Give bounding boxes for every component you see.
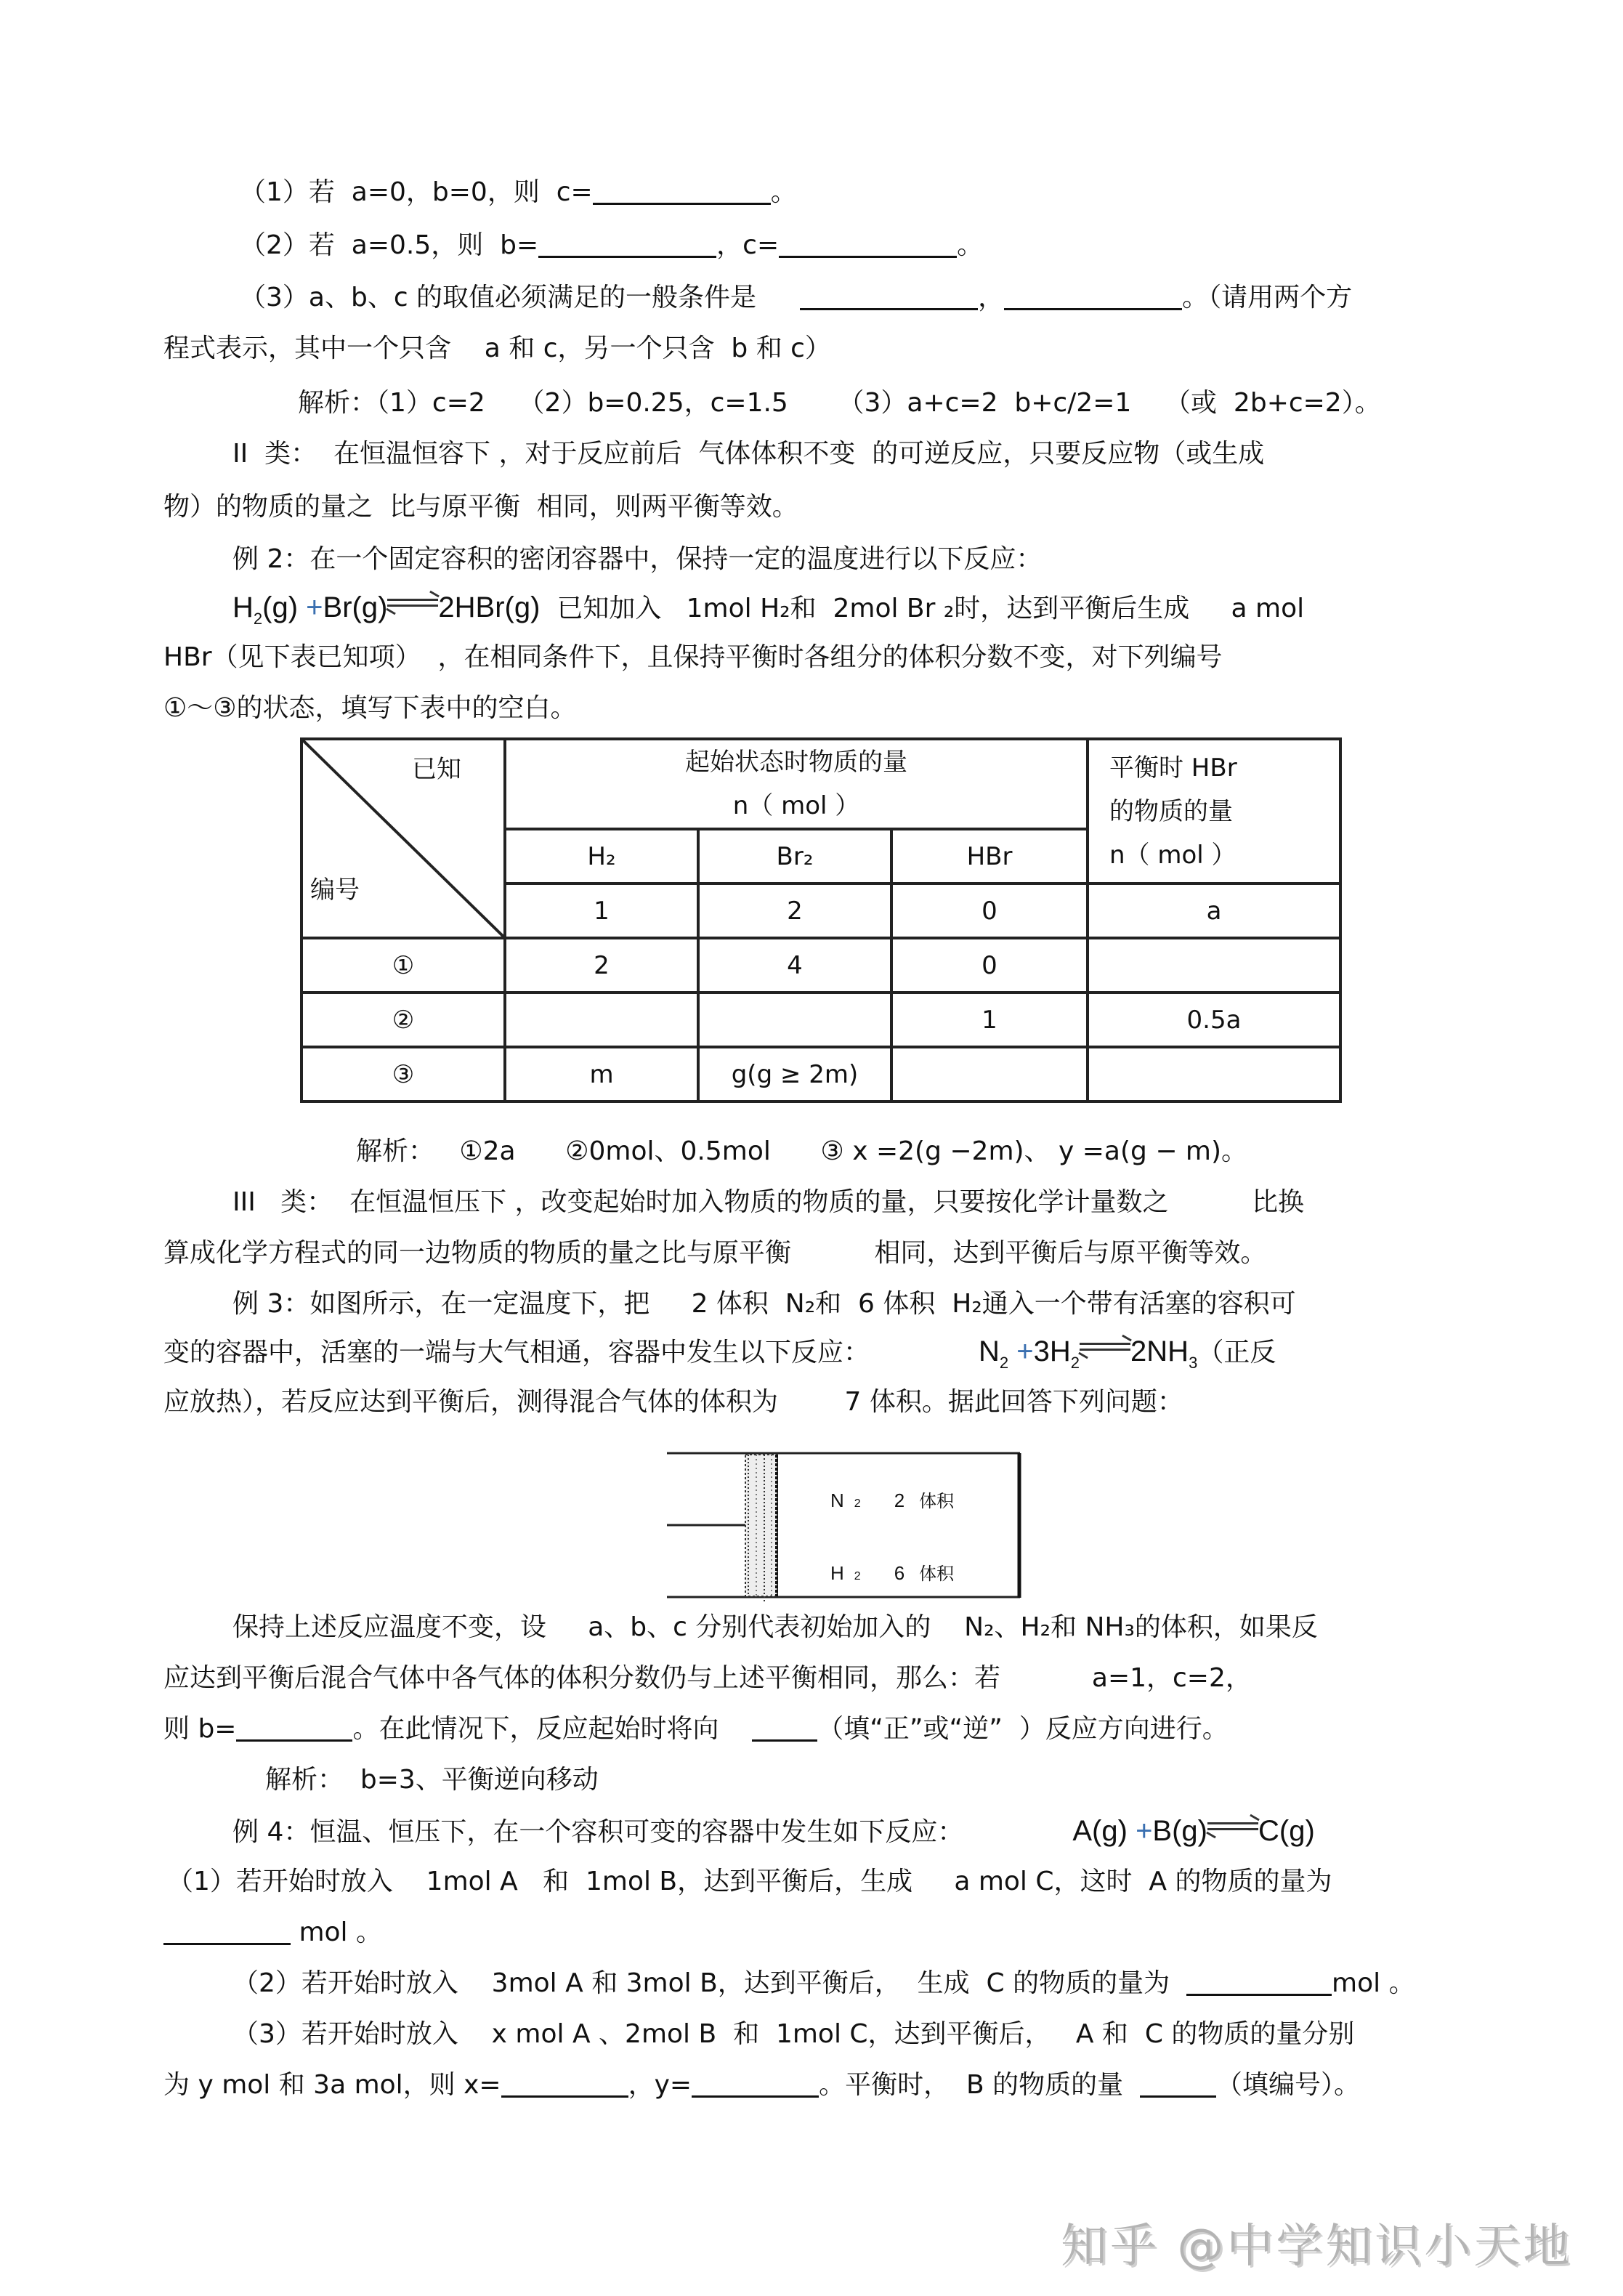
cell-known-hbr: 0 <box>891 884 1088 938</box>
example4-question-2 <box>232 1966 1415 2001</box>
example4-intro-line <box>232 1814 1315 1850</box>
answer-blank-c-amount[interactable] <box>1186 1972 1332 1996</box>
cell-br2[interactable] <box>698 993 891 1047</box>
example3-question-line3 <box>163 1712 1229 1747</box>
row-id: ② <box>301 993 505 1047</box>
example3-eq-after: （正反 <box>1197 1338 1276 1367</box>
analysis-part1: 解析：（1）c=2 （2）b=0.25，c=1.5 （3）a+c=2 b+c/2=1 （或 2b+c=2）。 <box>298 388 1381 418</box>
start-header-unit: n（ mol ） <box>732 791 860 820</box>
col-header-br2: Br₂ <box>698 829 891 884</box>
example2-line2: HBr（见下表已知项） ，在相同条件下，且保持平衡时各组分的体积分数不变，对下列编号 <box>163 642 1223 672</box>
eq-h: 3H <box>1033 1335 1071 1367</box>
eq-subscript: 3 <box>1189 1354 1198 1372</box>
cell-h2[interactable]: 2 <box>505 938 698 993</box>
answer-blank-y[interactable] <box>692 2074 819 2098</box>
question-3-line <box>240 280 1352 315</box>
example4-question-3: （3）若开始时放入 x mol A 、2mol B 和 1mol C，达到平衡后， A 和 C 的物质的量分别 <box>232 2019 1355 2049</box>
chemical-equation <box>979 1335 1198 1372</box>
answer-blank-b-choice[interactable] <box>1140 2074 1216 2098</box>
b-label: 则 b= <box>163 1714 237 1744</box>
question-2-text: （2）若 a=0.5，则 b= <box>240 230 539 260</box>
question-1-line <box>240 175 797 210</box>
col-header-hbr: HBr <box>891 829 1088 884</box>
class3-text-line1: III 类： 在恒温恒压下 ，改变起始时加入物质的物质的量，只要按化学计量数之 比换 <box>232 1187 1304 1217</box>
b-amount-prompt: 。平衡时， B 的物质的量 <box>819 2070 1140 2100</box>
example4-question-3-cont <box>163 2068 1360 2103</box>
plus-sign: + <box>1016 1335 1034 1367</box>
class2-text-line1: II 类： 在恒温恒容下 ，对于反应前后 气体体积不变 的可逆反应，只要反应物（或生成 <box>232 439 1265 469</box>
h2-label <box>830 1559 954 1585</box>
question-3-end: 。（请用两个方 <box>1182 283 1353 312</box>
eq-subscript: 2 <box>1070 1354 1080 1372</box>
y-label: ，y= <box>628 2070 692 2100</box>
answer-blank-x[interactable] <box>501 2074 628 2098</box>
eq-n: N <box>979 1335 1000 1367</box>
col-header-h2: H₂ <box>505 829 698 884</box>
table-row <box>301 938 1340 993</box>
n2-subscript: 2 <box>854 1497 861 1510</box>
eq-subscript: 2 <box>253 610 263 628</box>
start-amount-header <box>505 739 1088 829</box>
example3-line2-text: 变的容器中，活塞的一端与大气相通，容器中发生以下反应： <box>163 1338 870 1367</box>
example4-intro: 例 4：恒温、恒压下，在一个容积可变的容器中发生如下反应： <box>232 1817 964 1847</box>
analysis-example3: 解析： b=3、平衡逆向移动 <box>265 1765 599 1795</box>
cell-known-h2: 1 <box>505 884 698 938</box>
plus-sign: + <box>306 591 323 623</box>
comma: ， <box>978 283 1005 312</box>
answer-blank-direction[interactable] <box>752 1718 817 1742</box>
corner-label-known: 已知 <box>412 755 461 784</box>
example2-intro: 例 2：在一个固定容积的密闭容器中，保持一定的温度进行以下反应： <box>232 544 1043 574</box>
answer-blank-b[interactable] <box>236 1718 352 1742</box>
equilibrium-table <box>300 737 1342 1103</box>
example2-equation-line <box>232 590 1304 636</box>
cell-hbr[interactable] <box>891 1047 1088 1101</box>
answer-blank-a-amount[interactable] <box>163 1921 291 1945</box>
h2-symbol: H <box>830 1562 844 1584</box>
h2-volume: 6 <box>894 1562 905 1584</box>
chemical-equation <box>1072 1815 1314 1847</box>
eq-nh3: 2NH <box>1130 1335 1189 1367</box>
mol-unit: mol 。 <box>291 1917 382 1947</box>
direction-hint: （填“正”或“逆” ）反应方向进行。 <box>817 1714 1229 1744</box>
cell-eq[interactable] <box>1088 938 1340 993</box>
example2-given: 已知加入 1mol H₂和 2mol Br ₂时，达到平衡后生成 a mol <box>540 594 1305 623</box>
question-2-line <box>240 228 983 263</box>
example3-question-line1: 保持上述反应温度不变，设 a、b、c 分别代表初始加入的 N₂、H₂和 NH₃的体积，如果反 <box>232 1612 1318 1642</box>
plus-sign: + <box>1136 1815 1153 1847</box>
corner-label-number: 编号 <box>310 876 360 905</box>
answer-blank-c[interactable] <box>593 181 771 205</box>
equilibrium-arrow-icon <box>387 592 438 614</box>
piston-container-diagram <box>667 1449 1023 1603</box>
eq-b: B(g) <box>1152 1815 1207 1847</box>
diagonal-line <box>303 740 503 937</box>
equilibrium-arrow-icon <box>1207 1816 1258 1838</box>
cell-hbr[interactable]: 0 <box>891 938 1088 993</box>
question-3-continuation: 程式表示，其中一个只含 a 和 c，另一个只含 b 和 c） <box>163 334 831 363</box>
n2-symbol: N <box>830 1489 844 1511</box>
cell-hbr[interactable]: 1 <box>891 993 1088 1047</box>
period: 。 <box>957 230 984 260</box>
table-corner-cell <box>301 739 505 938</box>
table-row <box>301 993 1340 1047</box>
eq-header-line1: 平衡时 HBr <box>1109 753 1237 783</box>
n2-volume: 2 <box>894 1489 905 1511</box>
answer-blank-condition-2[interactable] <box>1004 286 1182 310</box>
eq-state: (g) <box>262 591 299 623</box>
eq-c: C(g) <box>1258 1815 1315 1847</box>
example4-question-2-text: （2）若开始时放入 3mol A 和 3mol B，达到平衡后， 生成 C 的物质的量为 <box>232 1968 1187 1998</box>
mol-unit: mol 。 <box>1332 1968 1415 1998</box>
period: 。 <box>770 177 797 207</box>
cell-eq[interactable] <box>1088 1047 1340 1101</box>
chemical-equation <box>232 591 541 628</box>
cell-br2[interactable]: g(g ≥ 2m) <box>698 1047 891 1101</box>
table-row <box>301 1047 1340 1101</box>
question-2-mid: ，c= <box>716 230 780 260</box>
n2-unit: 体积 <box>919 1492 955 1511</box>
example4-question-1: （1）若开始时放入 1mol A 和 1mol B，达到平衡后，生成 a mol C，这时 A 的物质的量为 <box>167 1867 1332 1896</box>
eq-subscript: 2 <box>999 1354 1009 1372</box>
analysis-example2: 解析： ①2a ②0mol、0.5mol ③ x =2(g −2m)、 y =a(g − m)。 <box>356 1136 1248 1166</box>
equilibrium-header <box>1088 739 1340 884</box>
example2-line3: ①～③的状态，填写下表中的空白。 <box>163 693 577 723</box>
answer-blank-c2[interactable] <box>779 234 957 258</box>
h2-unit: 体积 <box>919 1564 955 1584</box>
eq-header-line2: 的物质的量 <box>1109 796 1233 826</box>
class3-text-line2: 算成化学方程式的同一边物质的物质的量之比与原平衡 相同，达到平衡后与原平衡等效。 <box>163 1238 1267 1268</box>
class2-text-line2: 物）的物质的量之 比与原平衡 相同，则两平衡等效。 <box>163 492 798 522</box>
x-label: 为 y mol 和 3a mol，则 x= <box>163 2070 501 2100</box>
h2-subscript: 2 <box>854 1570 861 1582</box>
eq-a: A(g) <box>1072 1815 1128 1847</box>
cell-known-eq: a <box>1088 884 1340 938</box>
question-3-text: （3）a、b、c 的取值必须满足的一般条件是 <box>240 283 757 312</box>
eq-h: H <box>232 591 254 623</box>
answer-blank-b[interactable] <box>538 234 716 258</box>
start-header-title: 起始状态时物质的量 <box>685 748 907 777</box>
example3-question-line2: 应达到平衡后混合气体中各气体的体积分数仍与上述平衡相同，那么：若 a=1，c=2， <box>163 1663 1252 1693</box>
direction-prompt: 。在此情况下，反应起始时将向 <box>352 1714 753 1744</box>
cell-br2[interactable]: 4 <box>698 938 891 993</box>
n2-label <box>830 1487 954 1512</box>
example3-line3: 应放热），若反应达到平衡后，测得混合气体的体积为 7 体积。据此回答下列问题： <box>163 1387 1183 1417</box>
row-id: ③ <box>301 1047 505 1101</box>
answer-blank-condition-1[interactable] <box>800 286 978 310</box>
eq-hbr: 2HBr(g) <box>438 591 541 623</box>
example3-line2 <box>163 1334 1276 1381</box>
zhihu-watermark: 知乎 @中学知识小天地 <box>1061 2220 1573 2273</box>
example4-question-1-cont <box>163 1915 382 1950</box>
equilibrium-arrow-icon <box>1080 1336 1130 1358</box>
cell-h2[interactable]: m <box>505 1047 698 1101</box>
eq-br: Br(g) <box>323 591 388 623</box>
example3-line1: 例 3：如图所示，在一定温度下，把 2 体积 N₂和 6 体积 H₂通入一个带有活塞的容积可 <box>232 1289 1296 1319</box>
cell-known-br2: 2 <box>698 884 891 938</box>
eq-header-line3: n（ mol ） <box>1109 840 1237 870</box>
question-1-text: （1）若 a=0，b=0，则 c= <box>240 177 593 207</box>
fill-hint: （填编号）。 <box>1216 2070 1361 2100</box>
cell-h2[interactable] <box>505 993 698 1047</box>
cell-eq[interactable]: 0.5a <box>1088 993 1340 1047</box>
row-id: ① <box>301 938 505 993</box>
